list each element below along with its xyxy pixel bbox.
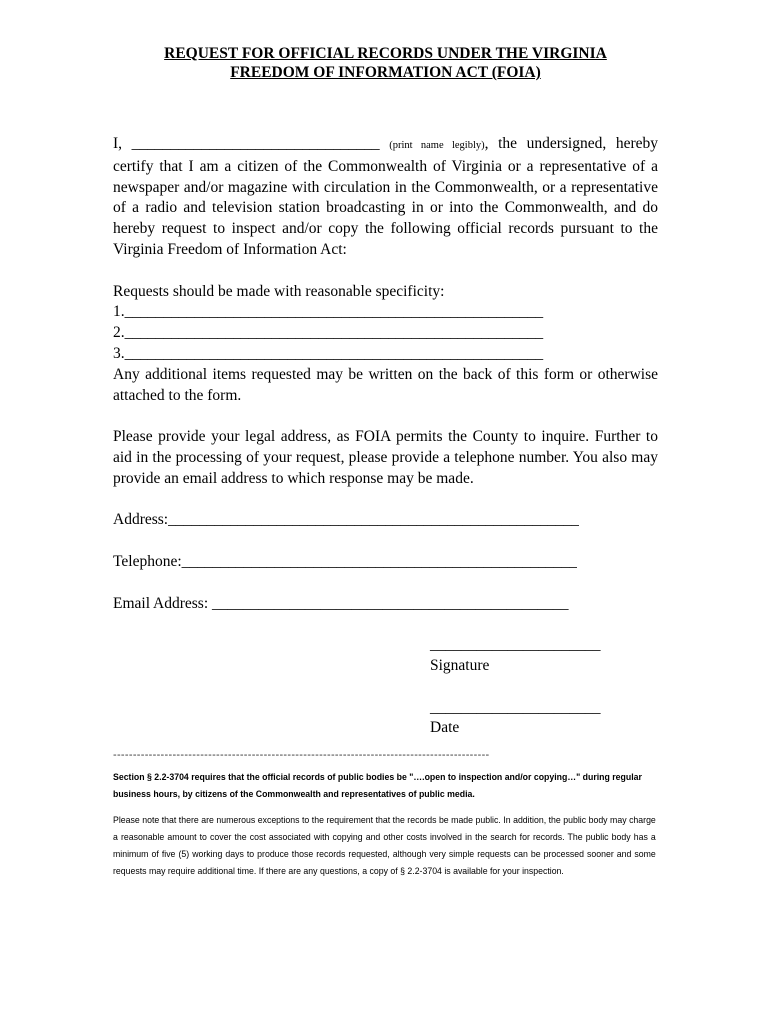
date-label: Date [430, 719, 460, 737]
address-field[interactable]: Address:_____________________________________________________ [113, 511, 579, 529]
certification-text: , the undersigned, hereby certify that I am a citizen of the Commonwealth of Virginia or a representative of a newspaper and/or magazine with circulation in the Commonwealth, or a representative of a radio and television station broadcasting in or into the Commonwealth, and do hereby request to inspect and/or copy the following official records pursuant to the Virginia Freedom of Information Act: [113, 135, 658, 258]
form-title-line-1: REQUEST FOR OFFICIAL RECORDS UNDER THE VIRGINIA [164, 45, 607, 62]
exceptions-note: Please note that there are numerous exceptions to the requirement that the records be made public. In addition, the public body may charge a reasonable amount to cover the cost associated with copying and other costs involved in the search for records. The public body has a minimum of five (5) working days to produce those records requested, although very simple requests can be processed sooner and some requests may require additional time. If there are any questions, a copy of § 2.2-3704 is available for your inspection. [113, 815, 656, 877]
foia-request-form [113, 44, 658, 880]
additional-items-note: Any additional items requested may be written on the back of this form or otherwise attached to the form. [113, 365, 658, 404]
signature-label: Signature [430, 656, 490, 674]
separator-line: ----------------------------------------------------------------------------------------------- [113, 749, 490, 762]
section-note: Section § 2.2-3704 requires that the official records of public bodies be "….open to inspection and/or copying…" during regular business hours, by citizens of the Commonwealth and representatives of public media. [113, 772, 642, 801]
request-item-1[interactable]: 1.______________________________________________________ [113, 303, 544, 321]
date-line[interactable]: ______________________ [430, 698, 601, 716]
signature-line[interactable]: ______________________ [430, 636, 601, 654]
address-instructions: Please provide your legal address, as FOIA permits the County to inquire. Further to aid in the processing of your request, please provide a telephone number. You also may provide an email address to which response may be made. [113, 428, 658, 487]
request-item-3[interactable]: 3.______________________________________________________ [113, 344, 544, 362]
form-title [113, 44, 658, 82]
telephone-field[interactable]: Telephone:___________________________________________________ [113, 552, 577, 570]
request-item-2[interactable]: 2.______________________________________________________ [113, 324, 544, 342]
email-field[interactable]: Email Address: ______________________________________________ [113, 594, 569, 612]
form-title-line-2: FREEDOM OF INFORMATION ACT (FOIA) [230, 64, 541, 81]
name-blank[interactable]: I, ________________________________ [113, 135, 390, 152]
certification-paragraph [113, 134, 658, 261]
requests-intro: Requests should be made with reasonable specificity: [113, 282, 445, 300]
signature-block [430, 635, 658, 739]
print-name-hint: (print name legibly) [389, 140, 485, 151]
